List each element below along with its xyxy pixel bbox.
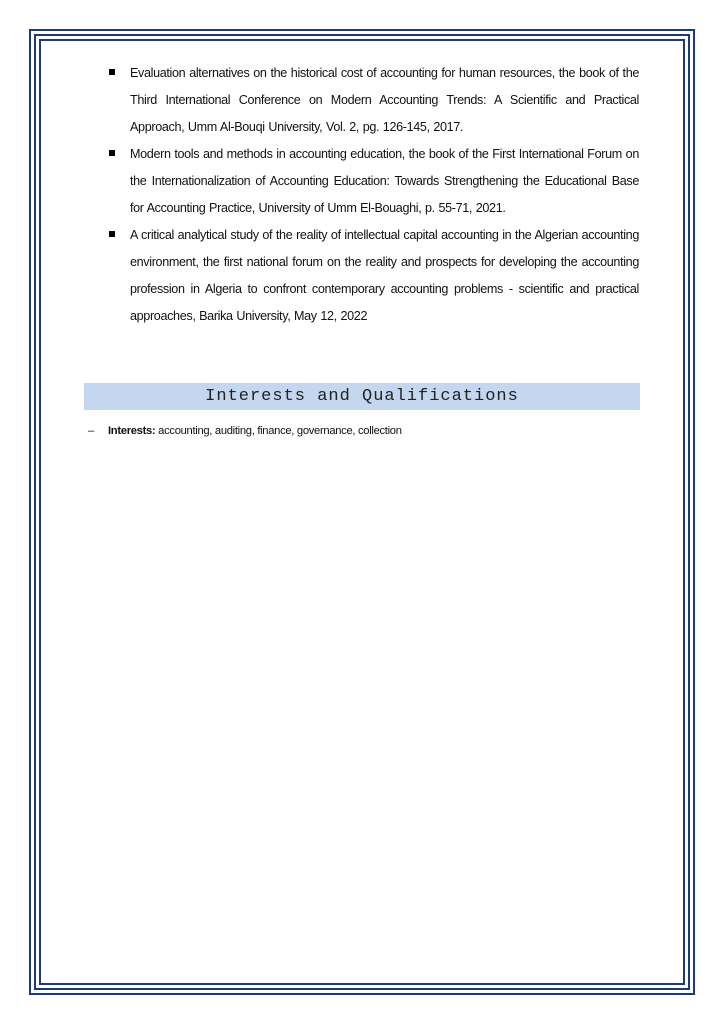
square-bullet-icon [109,231,115,237]
square-bullet-icon [109,150,115,156]
publication-item [107,222,639,330]
dash-bullet: – [88,425,94,437]
publication-item [107,141,639,222]
interests-value: accounting, auditing, finance, governance, collection [155,425,402,437]
interests-line [88,423,628,439]
publication-text: Modern tools and methods in accounting education, the book of the First International Forum on the Internationalization of Accounting Education: Towards Strengthening the Educational Base for Accounting Practice, University of Umm El-Bouaghi, p. 55-71, 2021. [130,147,639,215]
publication-item [107,60,639,141]
section-title: Interests and Qualifications [205,387,519,406]
publications-list [107,60,639,330]
publication-text: A critical analytical study of the reality of intellectual capital accounting in the Algerian accounting environment, the first national forum on the reality and prospects for developing the accounting profession in Algeria to confront contemporary accounting problems - scientific and practical approaches, Barika University, May 12, 2022 [130,228,639,323]
interests-label: Interests: [108,425,156,437]
square-bullet-icon [109,69,115,75]
section-heading-bar [84,383,640,410]
publication-text: Evaluation alternatives on the historical cost of accounting for human resources, the book of the Third International Conference on Modern Accounting Trends: A Scientific and Practical Approach, Umm Al-Bouqi University, Vol. 2, pg. 126-145, 2017. [130,66,639,134]
